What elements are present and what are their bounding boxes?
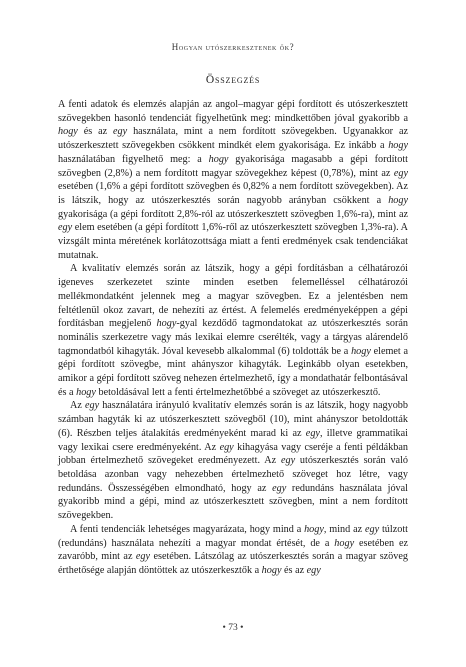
text-run: , mind az <box>323 523 365 535</box>
text-run: elem esetében (a gépi fordított 1,6%-ről az utószerkesztett szövegben 1,3%-ra). A vizsgált minta méretének korlátozottsága miatt a fenti eredmények csak tendenciákat mutatnak. <box>58 222 408 261</box>
italic-term: egy <box>135 551 151 563</box>
italic-term: egy <box>58 222 73 234</box>
text-run: túlzott (redundáns) használata nehezíti a magyar mondat értését, de a <box>58 523 408 549</box>
italic-term: hogy <box>58 126 78 138</box>
italic-term: egy <box>393 167 408 179</box>
paragraph <box>58 523 408 578</box>
text-run: használatában figyelhető meg: a <box>58 153 209 165</box>
text-run: kihagyása vagy cseréje a fenti példákban jobban értelmezhető szövegeket eredményezett. Az <box>58 441 408 467</box>
body-text <box>58 98 408 578</box>
section-title: Összegzés <box>205 74 261 86</box>
text-run: A fenti tendenciák lehetséges magyarázata, hogy mind a <box>70 523 305 535</box>
text-run: , illetve grammatikai vagy lexikai csere eredményeként. Az <box>58 427 408 453</box>
italic-term: hogy <box>261 564 282 576</box>
italic-term: hogy <box>388 140 408 152</box>
paragraph <box>58 399 408 522</box>
text-run: használatára irányuló kvalitatív elemzés során is az látszik, hogy nagyobb számban hagyták ki az utószerkesztett szövegből (10), mint ahányszor betoldották (6). Részben teljes átalakítás eredményeként marad ki az <box>58 400 408 439</box>
italic-term: egy <box>272 482 287 494</box>
italic-term: hogy <box>334 537 355 549</box>
italic-term: egy <box>280 455 296 467</box>
text-run: betoldásával lett a fenti értelmezhetőbbé a szöveget az utószerkesztő. <box>95 386 381 398</box>
text-run: és az <box>77 126 114 138</box>
italic-term: egy <box>305 427 320 439</box>
page-number: • 73 • <box>222 623 244 633</box>
text-run: esetében ez zavaróbb, mint az <box>58 537 408 563</box>
text-run: redundáns használata jóval gyakoribb mind a gépi, mind az utószerkesztett szövegben, mint a nem fordított szövegekben. <box>58 482 408 522</box>
italic-term: hogy <box>76 386 96 398</box>
text-run: utószerkesztés során való betoldása azonban vagy nehezebben értelmezhető szöveget hoz létre, vagy redundáns. Összességében elmondható, hogy az <box>58 455 408 494</box>
text-run: A kvalitatív elemzés során az látszik, hogy a gépi fordításban a célhatározói igeneves szerkezetet szinte minden esetben felemelléssel célhatározói mellékmondatként jelennek meg a magyar szövegben. Ez a jelentésben nem feltétlenül okoz zavart, de nehezíti az értést. A felemelés eredményeképpen a gépi fordításban megjelenő <box>58 263 408 330</box>
text-run: és az <box>281 564 307 576</box>
paragraph <box>58 262 408 399</box>
italic-term: hogy <box>351 345 371 357</box>
text-run: gyakorisága magasabb a gépi fordított szövegben (2,8%) a nem fordított magyar szövegekhez képest (0,78%), mint az <box>58 153 408 179</box>
paragraph <box>58 98 408 262</box>
italic-term: hogy <box>388 194 408 206</box>
text-run: Az <box>70 400 85 412</box>
text-run: esetében. Látszólag az utószerkesztés során a magyar szöveg érthetősége alapján döntöttek az utószerkesztők a <box>58 551 408 576</box>
italic-term: egy <box>113 126 128 138</box>
text-run: A fenti adatok és elemzés alapján az angol–magyar gépi fordított és utószerkesztett szövegekben hasonló tendenciát figyelhetünk meg: mindkettőben jóval gyakoribb a <box>58 99 408 124</box>
italic-term: hogy <box>304 523 324 535</box>
italic-term: hogy <box>156 318 177 330</box>
italic-term: hogy <box>208 153 229 165</box>
running-head: Hogyan utószerkesztenek ők? <box>171 42 295 52</box>
text-run: használata, mint a nem fordított szövegekben. Ugyanakkor az utószerkesztett szövegekben csökkent mindkét elem gyakorisága. Ez inkább a <box>58 126 408 152</box>
italic-term: egy <box>364 523 380 535</box>
italic-term: egy <box>219 441 234 453</box>
italic-term: egy <box>84 400 100 412</box>
text-run: -gyal kezdődő tagmondatokat az utószerkesztés során nominális szerkezetre vagy más lexikai elemre cserélték, vagy a tárgyas alárendelő tagmondatból kihagyták. Jóval kevesebb alkalommal (6) toldották be a <box>58 318 408 357</box>
text-run: elemet a gépi fordított szövegbe, mint ahányszor kihagyták. Leginkább olyan esetekben, amikor a gépi fordított szöveg nehezen értelmezhető, így a mondathatár felbontásával és a <box>58 345 409 398</box>
text-run: gyakorisága (a gépi fordított 2,8%-ról az utószerkesztett szövegben 1,6%-ra), mint az <box>58 208 408 220</box>
italic-term: egy <box>306 564 321 576</box>
text-run: esetében (1,6% a gépi fordított szövegben és 0,82% a nem fordított szövegekben). Az is látszik, hogy az utószerkesztés során nagyobb arányban csökkent a <box>58 181 408 206</box>
